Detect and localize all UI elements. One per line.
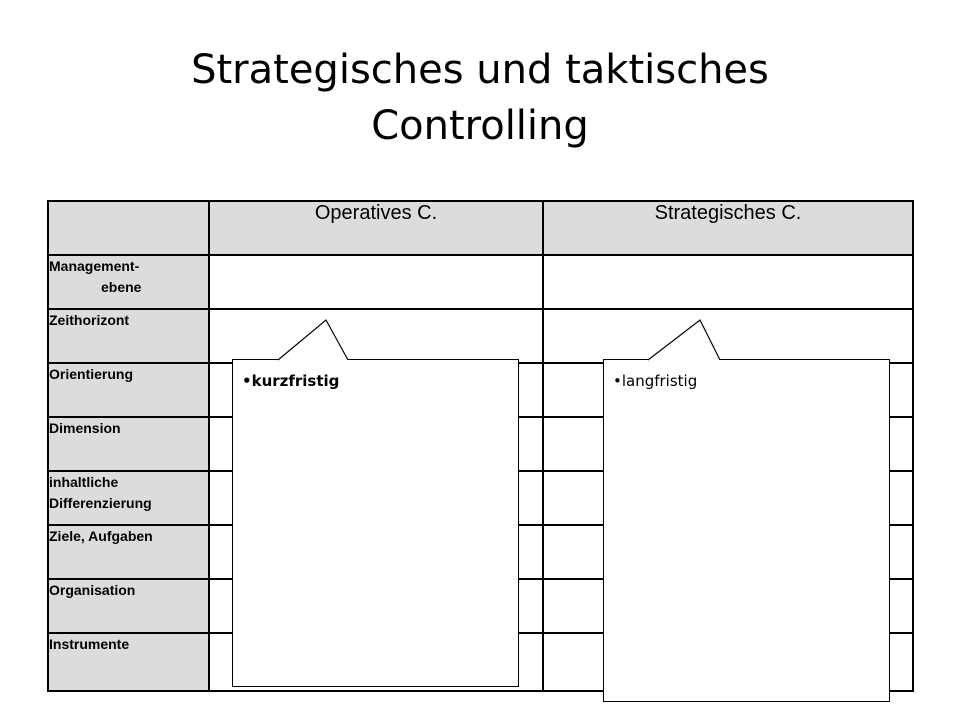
row-label-ziele: Ziele, Aufgaben	[48, 525, 209, 579]
row-label-management: Management- ebene	[48, 255, 209, 309]
row-label-organisation: Organisation	[48, 579, 209, 633]
row-label-zeithorizont: Zeithorizont	[48, 309, 209, 363]
row-label-dimension: Dimension	[48, 417, 209, 471]
row-label-orientierung: Orientierung	[48, 363, 209, 417]
title-line-2: Controlling	[371, 103, 589, 149]
row-label-instrumente: Instrumente	[48, 633, 209, 691]
row-label-differenzierung: inhaltliche Differenzierung	[48, 471, 209, 525]
callout-operative-text: •kurzfristig	[242, 372, 340, 390]
title-line-1: Strategisches und taktisches	[191, 47, 769, 93]
column-header-strategic: Strategisches C.	[543, 201, 913, 255]
callout-strategic-text: •langfristig	[613, 372, 698, 390]
column-header-operative: Operatives C.	[209, 201, 543, 255]
